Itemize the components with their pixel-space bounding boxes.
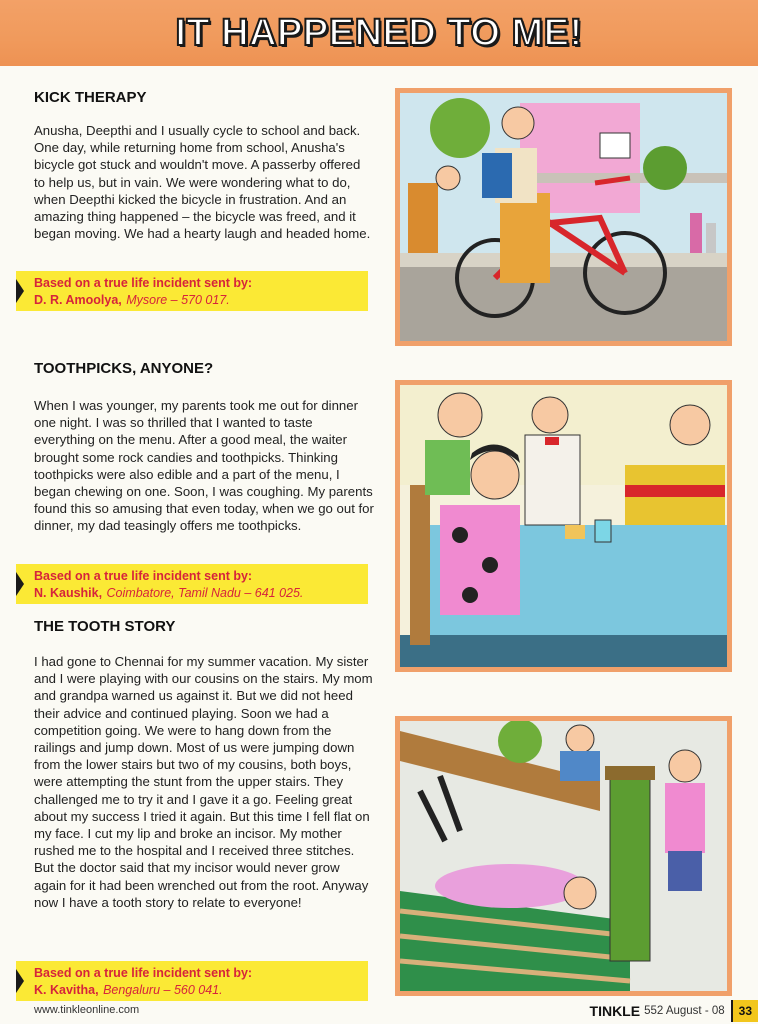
illustration-stairs [395, 716, 732, 996]
footer-issue-info [590, 999, 758, 1023]
page-title: IT HAPPENED TO ME! [175, 11, 583, 54]
credit-label: Based on a true life incident sent by: [34, 966, 253, 980]
illustration-bicycle [395, 88, 732, 346]
story-3-title: THE TOOTH STORY [34, 618, 176, 635]
stairs-scene-icon [400, 721, 727, 991]
page-header-banner [0, 0, 758, 66]
story-2-body: When I was younger, my parents took me out for dinner one night. I was so thrilled that I wanted to taste everything on the menu. After a good meal, the waiter brought some rock candies and toothpicks. Thinking toothpicks were also edible and a part of the menu, I began chewing on one. Soon, I was coughing. My parents found this so amusing that even today, when we go out for dinner, my dad teasingly offers me toothpicks. [34, 398, 374, 534]
triangle-marker-icon [16, 279, 24, 303]
footer-brand: TINKLE [589, 1003, 641, 1019]
story-2-credit [16, 564, 368, 604]
triangle-marker-icon [16, 572, 24, 596]
story-1-body: Anusha, Deepthi and I usually cycle to school and back. One day, while returning home from school, Anusha's bicycle got stuck and wouldn't move. A passerby offered to help us, but in vain. We were wondering what to do, when Deepthi kicked the bicycle in frustration. And an amazing thing happened – the bicycle was freed, and it began moving. We had a hearty laugh and headed home. [34, 123, 371, 242]
credit-name: K. Kavitha, [34, 983, 99, 997]
story-3-credit [16, 961, 368, 1001]
footer-website-url: www.tinkleonline.com [34, 1004, 140, 1016]
story-1-credit [16, 271, 368, 311]
story-3-body: I had gone to Chennai for my summer vacation. My sister and I were playing with our cousins on the stairs. My mom and grandpa warned us against it. But we did not heed their advice and continued playing. Soon we had a competition going. We were to hang down from the railings and jump down. Most of us were jumping down from the lower stairs but two of my cousins, both boys, were attempting the stunt from the upper stairs. They challenged me to try it and I gave it a go. Feeling great about my success I tried it again. But this time I fell flat on my face. I cut my lip and broke an incisor. My mother rushed me to the hospital and I received three stitches. But the doctor said that my incisor would never grow again for it had been wrenched out from the root. Anyway now I have a tooth story to relate to everyone! [34, 654, 373, 910]
credit-name: N. Kaushik, [34, 586, 103, 600]
credit-label: Based on a true life incident sent by: [34, 569, 253, 583]
credit-location: Mysore – 570 017. [126, 293, 230, 307]
page-number: 33 [731, 1000, 758, 1022]
bicycle-scene-icon [400, 93, 727, 341]
credit-name: D. R. Amoolya, [34, 293, 122, 307]
triangle-marker-icon [16, 969, 24, 993]
footer-issue: 552 August - 08 [644, 1005, 725, 1017]
restaurant-scene-icon [400, 385, 727, 667]
story-1-title: KICK THERAPY [34, 89, 147, 106]
credit-location: Bengaluru – 560 041. [103, 983, 223, 997]
story-2-title: TOOTHPICKS, ANYONE? [34, 360, 214, 377]
credit-location: Coimbatore, Tamil Nadu – 641 025. [106, 586, 304, 600]
credit-label: Based on a true life incident sent by: [34, 276, 253, 290]
illustration-restaurant [395, 380, 732, 672]
